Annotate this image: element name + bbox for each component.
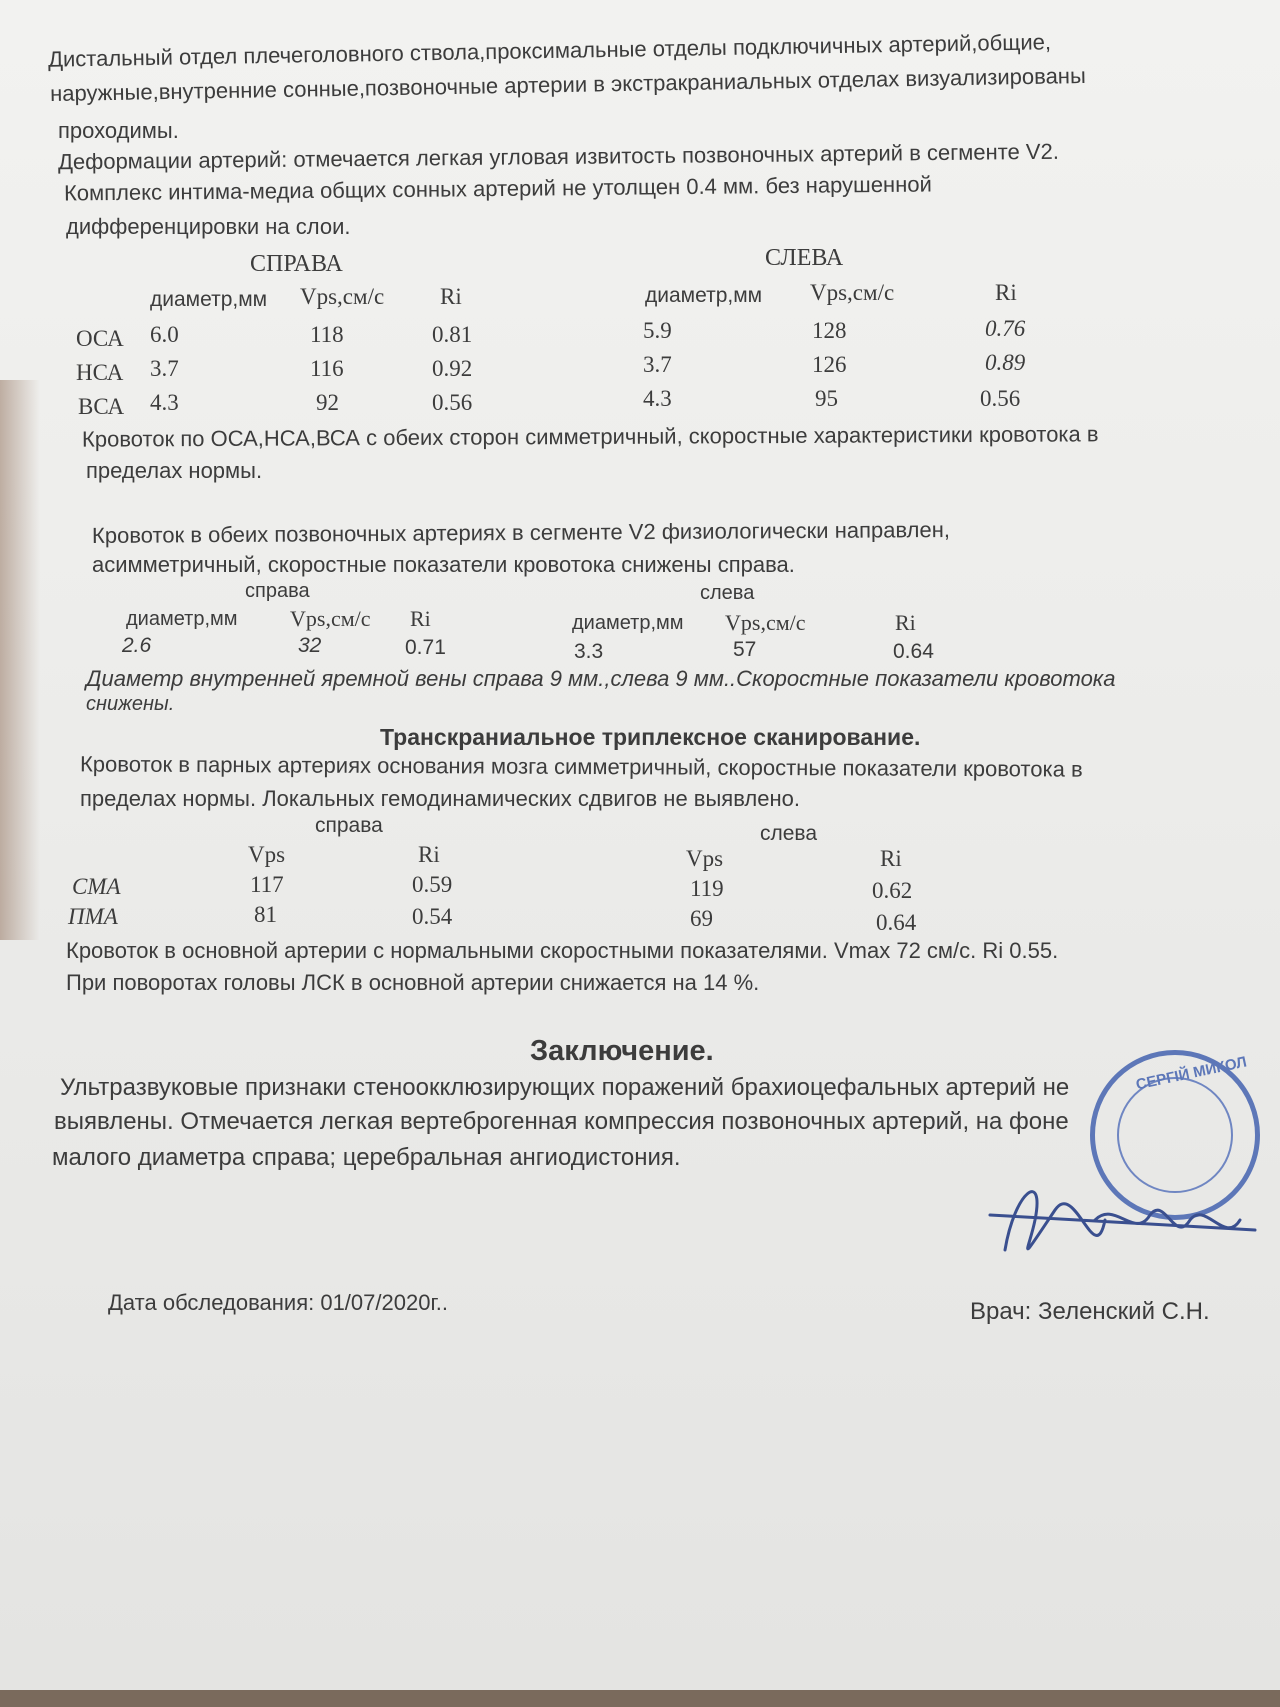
carotid-summary-2: пределах нормы. — [86, 458, 263, 483]
vertebral-line-1: Кровоток в обеих позвоночных артериях в сегменте V2 физиологически направлен, — [91, 517, 951, 548]
carotid-cell: 118 — [310, 322, 344, 347]
vertebral-cell: 2.6 — [122, 634, 152, 657]
doctor-name: Врач: Зеленский С.Н. — [970, 1298, 1210, 1325]
transcranial-line-1: Кровоток в парных артериях основания мозга симметричный, скоростные показатели кровотока в — [79, 751, 1083, 782]
carotid-cell: 6.0 — [150, 322, 179, 347]
transcranial-cell: 0.59 — [412, 872, 453, 897]
carotid-col-vps-left: Vps,см/с — [810, 280, 895, 305]
exam-date: Дата обследования: 01/07/2020г.. — [108, 1290, 449, 1315]
conclusion-title: Заключение. — [530, 1035, 714, 1067]
carotid-cell: 0.76 — [985, 316, 1026, 341]
carotid-cell: 4.3 — [643, 386, 672, 411]
transcranial-cell: 81 — [254, 902, 277, 927]
carotid-cell: 4.3 — [150, 390, 179, 415]
transcranial-cell: 119 — [690, 876, 724, 901]
conclusion-line-2: выявлены. Отмечается легкая вертеброгенная компрессия позвоночных артерий, на фоне — [54, 1108, 1069, 1135]
carotid-cell: 128 — [812, 318, 847, 343]
conclusion-line-1: Ультразвуковые признаки стеноокклюзирующих поражений брахиоцефальных артерий не — [60, 1074, 1070, 1101]
transcranial-line-2: пределах нормы. Локальных гемодинамических сдвигов не выявлено. — [80, 786, 800, 811]
background-surface — [0, 1690, 1280, 1707]
transcranial-title: Транскраниальное триплексное сканирование. — [380, 724, 921, 750]
vertebral-line-2: асимметричный, скоростные показатели кровотока снижены справа. — [92, 552, 795, 577]
transcranial-cell: 0.62 — [872, 878, 913, 903]
transcranial-col-vps-right: Vps — [248, 842, 286, 867]
carotid-cell: 92 — [316, 390, 339, 415]
transcranial-cell: 0.64 — [876, 910, 917, 935]
carotid-cell: 0.56 — [980, 386, 1021, 411]
carotid-right-header: СПРАВА — [250, 251, 343, 277]
finger-shadow — [0, 380, 40, 940]
stamp-text: СЕРГІЙ МИКОЛ — [1134, 1053, 1249, 1094]
carotid-cell: 3.7 — [643, 352, 672, 377]
carotid-row-name: ОСА — [76, 326, 124, 351]
vertebral-left-header: слева — [700, 582, 755, 604]
transcranial-col-ri-left: Ri — [880, 846, 902, 871]
carotid-cell: 5.9 — [643, 318, 672, 343]
transcranial-cell: 0.54 — [412, 904, 453, 929]
intro-line-3: проходимы. — [58, 118, 179, 143]
vertebral-cell: 0.64 — [893, 640, 934, 663]
intro-line-6: дифференцировки на слои. — [66, 214, 351, 239]
vertebral-col-diam-left: диаметр,мм — [572, 612, 684, 634]
jugular-line-1: Диаметр внутренней яремной вены справа 9 мм.,слева 9 мм..Скоростные показатели кровотока — [86, 666, 1116, 691]
transcranial-row-name: ПМА — [68, 904, 118, 929]
basilar-line-1: Кровоток в основной артерии с нормальными скоростными показателями. Vmax 72 см/с. Ri 0.55. — [66, 938, 1059, 963]
carotid-col-diam-left: диаметр,мм — [645, 284, 763, 307]
carotid-cell: 0.89 — [985, 350, 1026, 375]
carotid-cell: 126 — [812, 352, 847, 377]
transcranial-left-header: слева — [760, 822, 818, 845]
vertebral-col-vps-right: Vps,см/с — [290, 606, 371, 631]
vertebral-col-vps-left: Vps,см/с — [725, 610, 806, 635]
transcranial-col-ri-right: Ri — [418, 842, 440, 867]
carotid-col-ri-left: Ri — [995, 280, 1017, 305]
carotid-row-name: НСА — [76, 360, 124, 385]
carotid-cell: 95 — [815, 386, 838, 411]
carotid-cell: 0.56 — [432, 390, 473, 415]
transcranial-col-vps-left: Vps — [686, 846, 724, 871]
vertebral-cell: 57 — [733, 638, 757, 661]
carotid-cell: 3.7 — [150, 356, 179, 381]
carotid-cell: 0.81 — [432, 322, 473, 347]
vertebral-col-diam-right: диаметр,мм — [126, 608, 238, 630]
carotid-cell: 0.92 — [432, 356, 473, 381]
basilar-line-2: При поворотах головы ЛСК в основной артерии снижается на 14 %. — [66, 970, 760, 995]
intro-line-4: Деформации артерий: отмечается легкая угловая извитость позвоночных артерий в сегменте V2. — [57, 138, 1060, 175]
transcranial-cell: 69 — [690, 906, 713, 931]
carotid-left-header: СЛЕВА — [765, 245, 844, 271]
transcranial-cell: 117 — [250, 872, 284, 897]
transcranial-row-name: СМА — [72, 874, 121, 899]
transcranial-right-header: справа — [315, 814, 383, 837]
intro-line-2: наружные,внутренние сонные,позвоночные артерии в экстракраниальных отделах визуализированы — [49, 62, 1086, 107]
carotid-row-name: ВСА — [78, 394, 125, 419]
vertebral-right-header: справа — [245, 580, 310, 602]
vertebral-col-ri-left: Ri — [895, 610, 916, 635]
intro-line-1: Дистальный отдел плечеголовного ствола,проксимальные отделы подключичных артерий,общие, — [47, 29, 1052, 72]
carotid-cell: 116 — [310, 356, 344, 381]
vertebral-col-ri-right: Ri — [410, 606, 431, 631]
vertebral-cell: 0.71 — [405, 636, 446, 659]
carotid-summary-1: Кровоток по ОСА,НСА,ВСА с обеих сторон симметричный, скоростные характеристики кровотока в — [81, 421, 1099, 452]
intro-line-5: Комплекс интима-медиа общих сонных артерий не утолщен 0.4 мм. без нарушенной — [63, 171, 932, 206]
carotid-col-vps-right: Vps,см/с — [300, 284, 385, 309]
vertebral-cell: 3.3 — [574, 640, 604, 663]
conclusion-line-3: малого диаметра справа; церебральная ангиодистония. — [52, 1144, 681, 1171]
jugular-line-2: снижены. — [86, 693, 175, 715]
carotid-col-diam-right: диаметр,мм — [150, 288, 268, 311]
vertebral-cell: 32 — [298, 634, 322, 657]
doctor-signature — [985, 1150, 1265, 1290]
carotid-col-ri-right: Ri — [440, 284, 462, 309]
